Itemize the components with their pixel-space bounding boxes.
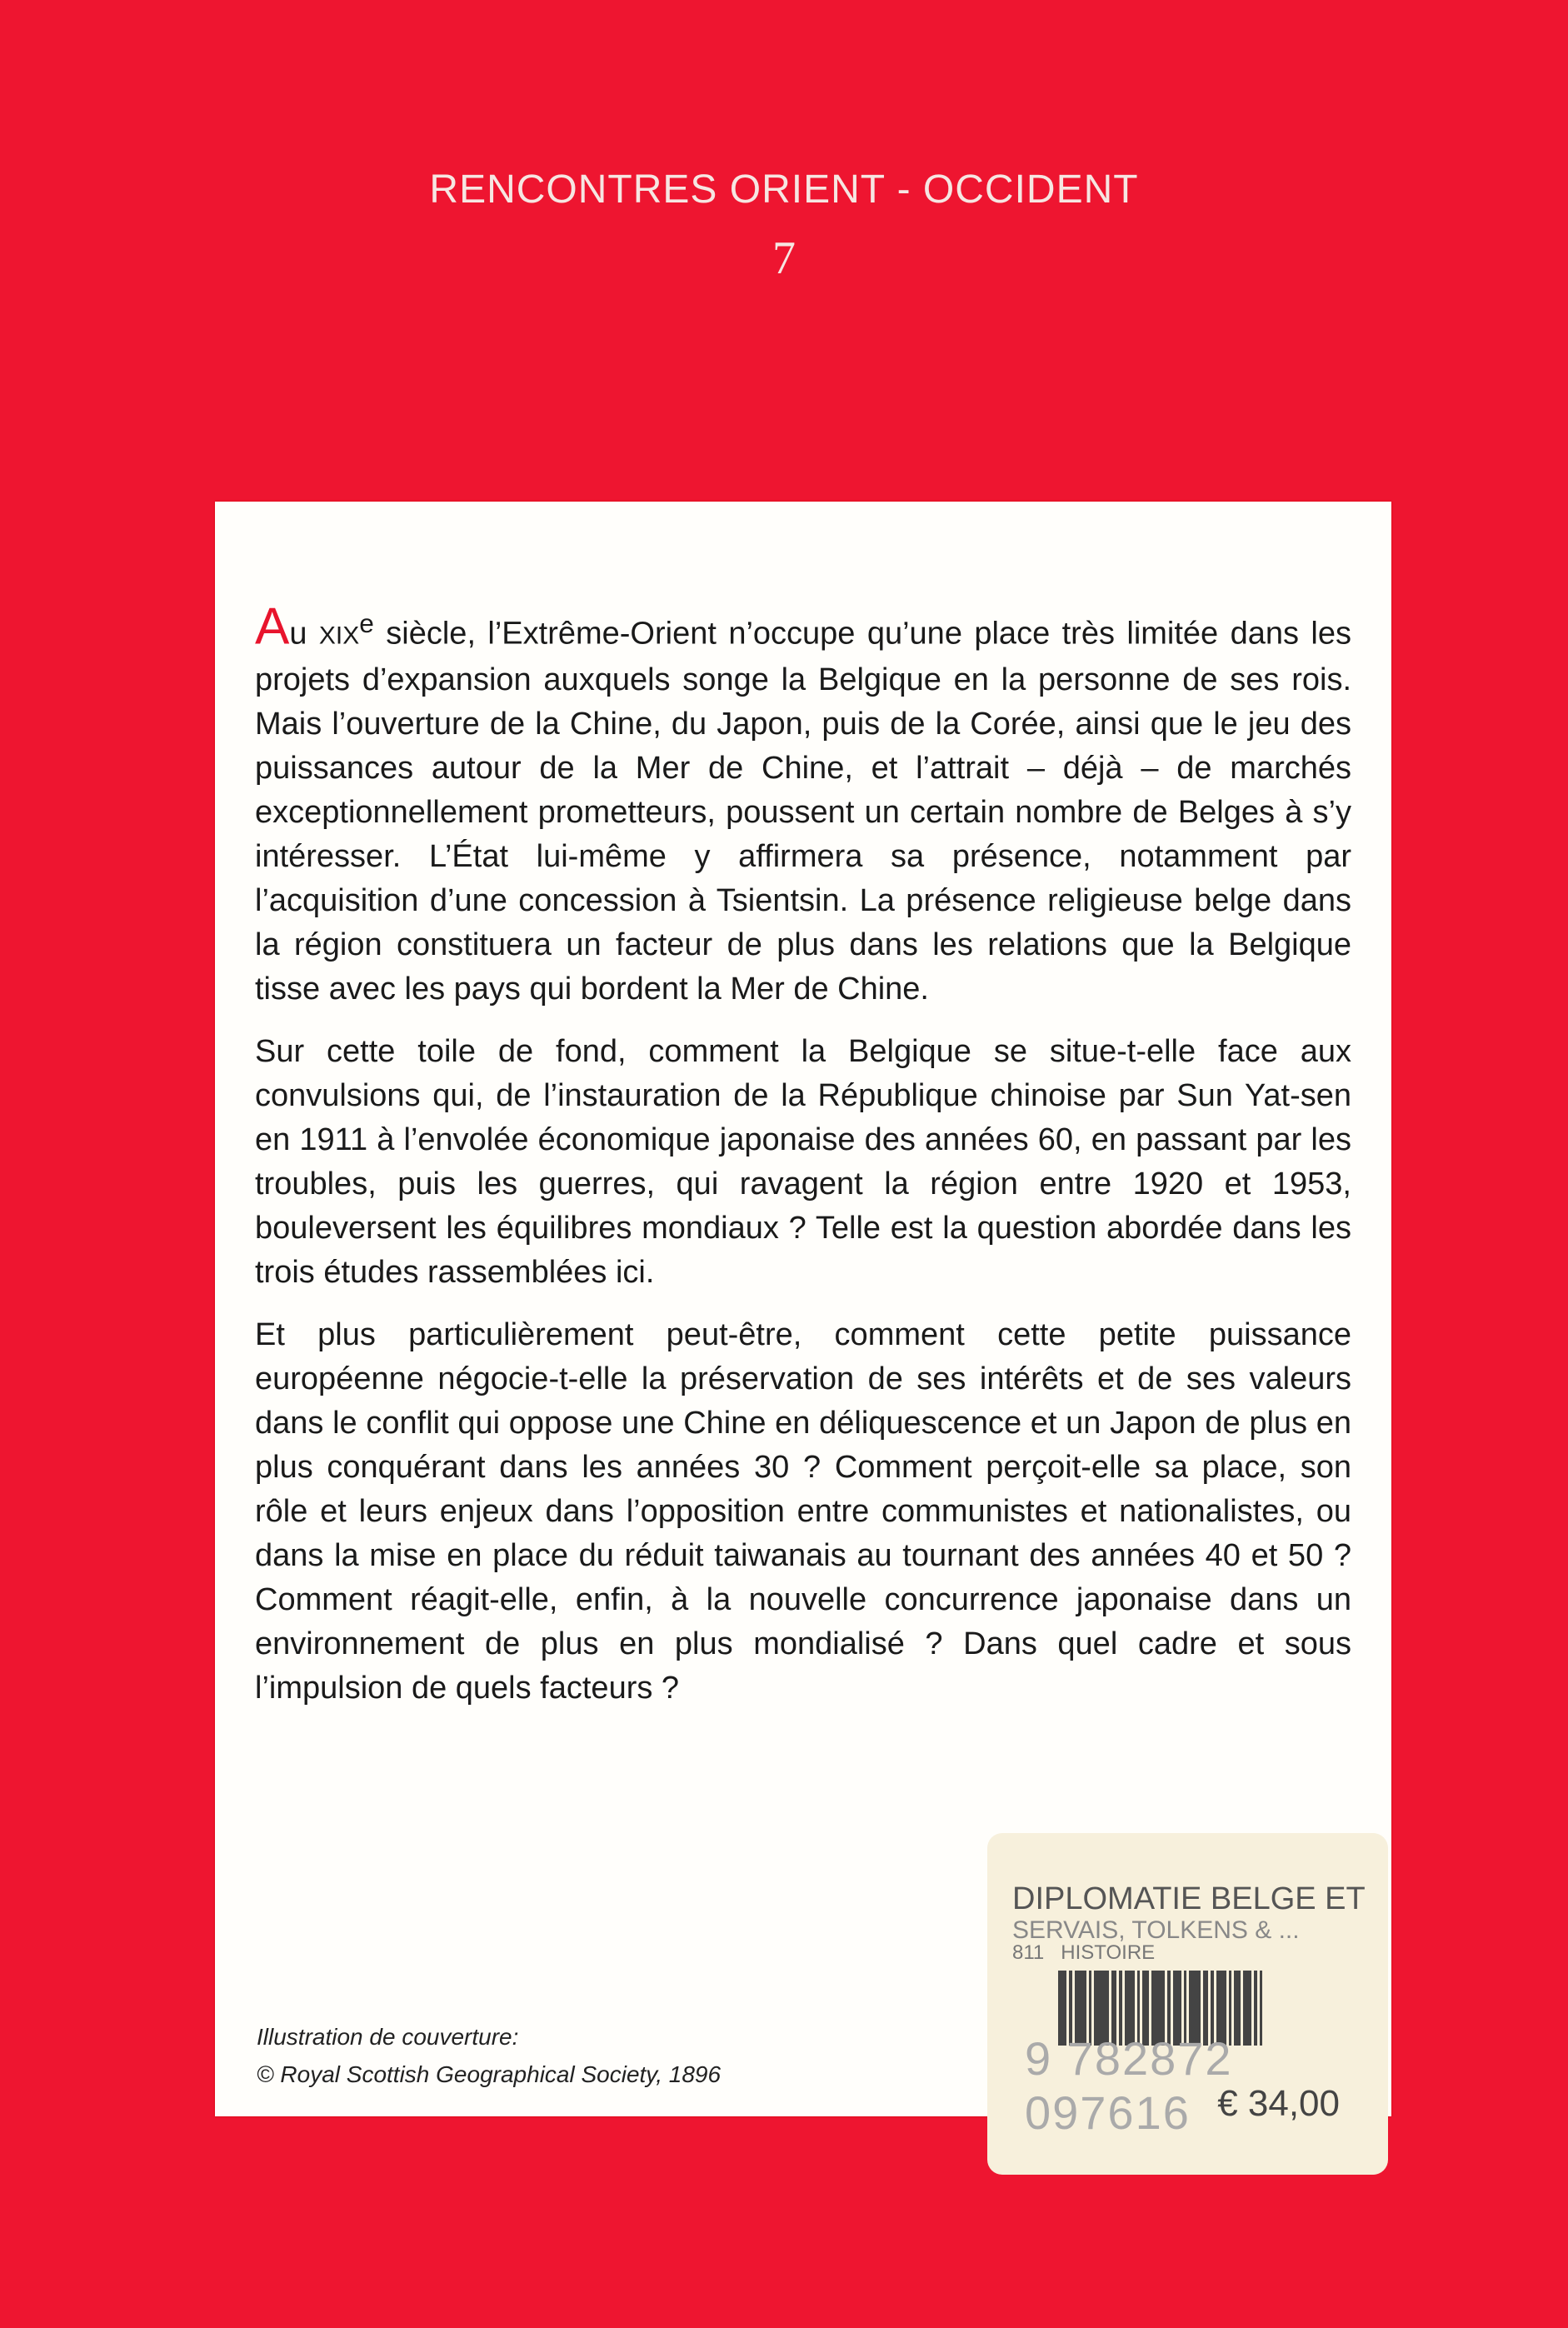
cover-illustration-credit: Illustration de couverture: © Royal Scottish Geographical Society, 1896 [257, 2024, 722, 2087]
price-sticker [987, 1833, 1388, 2175]
price: € 34,00 [1217, 2083, 1340, 2124]
blurb-paragraph-1: Au XIXe siècle, l’Extrême-Orient n’occupe qu’une place très limitée dans les projets d’expansion auxquels songe la Belgique en la personne de ses rois. Mais l’ouverture de la Chine, du Japon, puis de la Corée, ainsi que le jeu des puissances autour de la Mer de Chine, et l’attrait – déjà – de marchés exceptionnellement prometteurs, poussent un certain nombre de Belges à s’y intéresser. L’État lui-même y affirmera sa présence, notamment par l’acquisition d’une concession à Tsientsin. La présence religieuse belge dans la région constituera un facteur de plus dans les relations que la Belgique tisse avec les pays qui bordent la Mer de Chine. [255, 597, 1351, 1007]
series-number: 7 [772, 232, 796, 284]
blurb-text [255, 597, 1351, 1729]
blurb-panel [215, 502, 1391, 2139]
sticker-category: 811 HISTOIRE [1012, 1941, 1156, 1964]
blurb-paragraph-3: Et plus particulièrement peut-être, comment cette petite puissance européenne négocie-t-elle la préservation de ses intérêts et de ses valeurs dans le conflit qui oppose une Chine en déliquescence et un Japon de plus en plus conquérant dans les années 30 ? Comment perçoit-elle sa place, son rôle et leurs enjeux dans l’opposition entre communistes et nationalistes, ou dans la mise en place du réduit taiwanais au tournant des années 40 et 50 ? Comment réagit-elle, enfin, à la nouvelle concurrence japonaise dans un environnement de plus en plus mondialisé ? Dans quel cadre et sous l’impulsion de quels facteurs ? [255, 1316, 1351, 1706]
isbn-number: 9 782872 097616 [1025, 2032, 1233, 2139]
series-title: RENCONTRES ORIENT - OCCIDENT [429, 167, 1139, 212]
sticker-title: DIPLOMATIE BELGE ET [1012, 1881, 1366, 1916]
sticker-authors: SERVAIS, TOLKENS & ... [1012, 1916, 1300, 1944]
blurb-paragraph-2: Sur cette toile de fond, comment la Belgique se situe-t-elle face aux convulsions qui, de l’instauration de la République chinoise par Sun Yat-sen en 1911 à l’envolée économique japonaise des années 60, en passant par les troubles, puis les guerres, qui ravagent la région entre 1920 et 1953, bouleversent les équilibres mondiaux ? Telle est la question abordée dans les trois études rassemblées ici. [255, 1033, 1351, 1290]
drop-cap: A [255, 597, 290, 656]
